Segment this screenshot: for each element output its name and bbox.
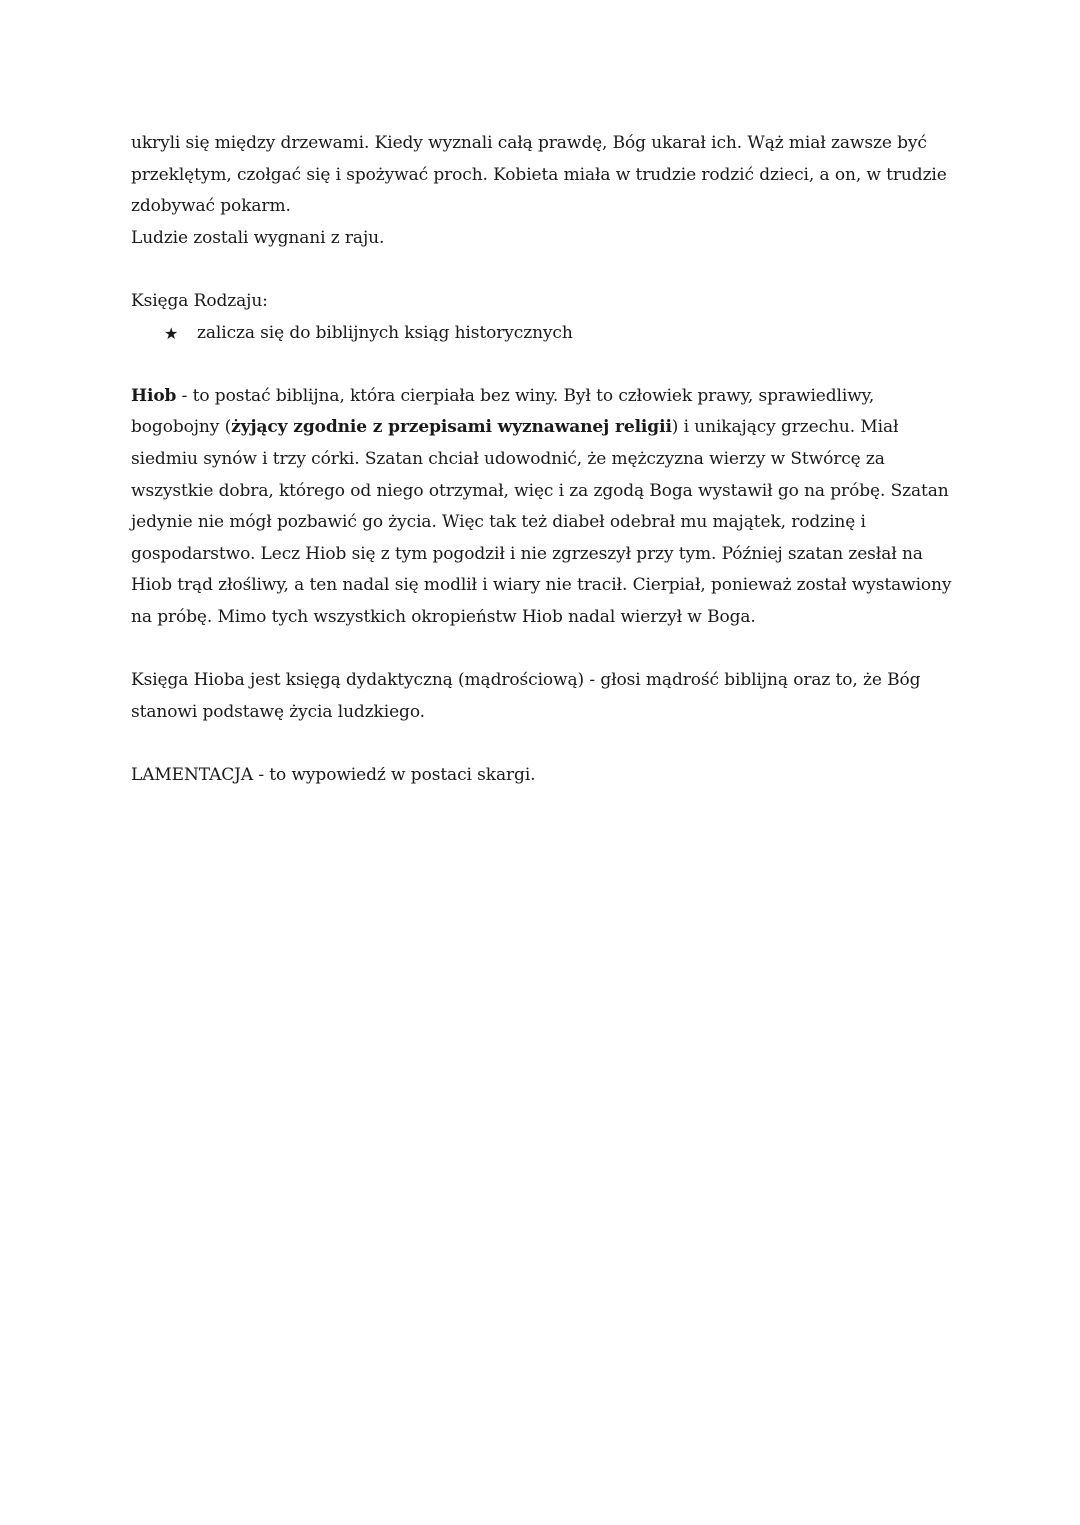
job-term: Hiob: [131, 385, 177, 406]
paragraph-eden-ending: [131, 128, 966, 254]
genesis-heading: Księga Rodzaju:: [131, 290, 268, 311]
job-text-a: - to postać biblijna, która cierpiała bez winy. Był to człowiek prawy, sprawiedliwy, bogobojny (: [131, 385, 875, 438]
star-bullet-icon: ★: [164, 323, 179, 343]
paragraph-job: [131, 381, 966, 634]
text-line: przeklętym, czołgać się i spożywać proch. Kobieta miała w trudzie rodzić dzieci, a on, w trudzie: [131, 164, 947, 185]
list-item: [131, 318, 966, 350]
job-text-b: ) i unikający grzechu. Miał siedmiu synów i trzy córki. Szatan chciał udowodnić, że mężczyzna wierzy w Stwórcę za wszystkie dobra, którego od niego otrzymał, więc i za zgodą Boga wystawił go na próbę. Szatan jedynie nie mógł pozbawić go życia. Więc tak też diabeł odebrał mu majątek, rodzinę i gospodarstwo. Lecz Hiob się z tym pogodził i nie zgrzeszył przy tym. Później szatan zesłał na Hiob trąd złośliwy, a ten nadal się modlił i wiary nie tracił. Cierpiał, ponieważ został wystawiony na próbę. Mimo tych wszystkich okropieństw Hiob nadal wierzył w Boga.: [131, 417, 952, 627]
text-line: Ludzie zostali wygnani z raju.: [131, 227, 385, 248]
paragraph-gap: [131, 349, 966, 381]
section-genesis: [131, 286, 966, 349]
text-line: ukryli się między drzewami. Kiedy wyznali całą prawdę, Bóg ukarał ich. Wąż miał zawsze być: [131, 133, 927, 153]
document-body: [131, 128, 966, 791]
paragraph-gap: [131, 728, 966, 760]
text-line: zdobywać pokarm.: [131, 196, 291, 217]
paragraph-book-of-job: Księga Hioba jest księgą dydaktyczną (mądrościową) - głosi mądrość biblijną oraz to, że Bóg stanowi podstawę życia ludzkiego.: [131, 670, 921, 722]
paragraph-gap: [131, 634, 966, 666]
paragraph-gap: [131, 254, 966, 286]
job-bold-phrase: żyjący zgodnie z przepisami wyznawanej religii: [231, 417, 672, 438]
list-item-text: zalicza się do biblijnych ksiąg historycznych: [197, 322, 573, 343]
paragraph-lament: LAMENTACJA - to wypowiedź w postaci skargi.: [131, 764, 536, 785]
